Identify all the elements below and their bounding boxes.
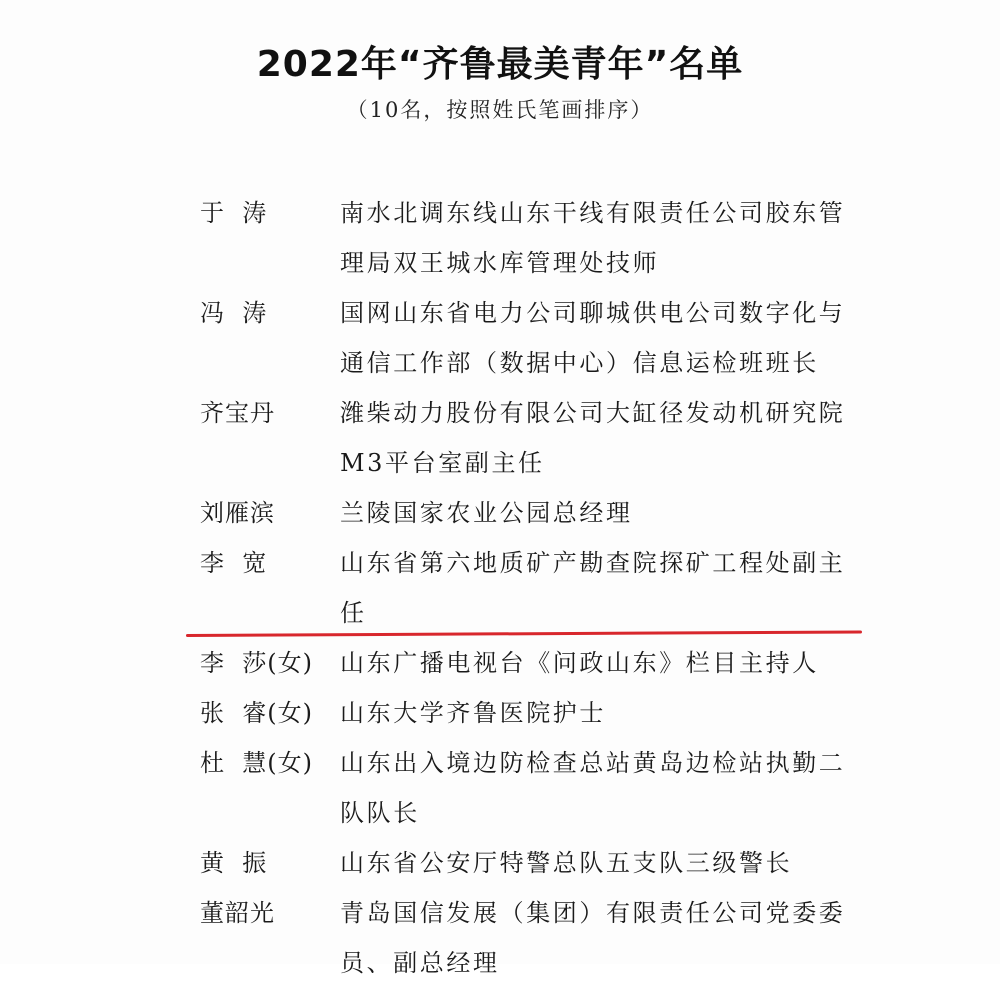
- person-name: 李 宽: [200, 549, 268, 577]
- list-item: [0, 488, 1000, 538]
- person-position: 潍柴动力股份有限公司大缸径发动机研究院M3平台室副主任: [340, 399, 846, 477]
- document-subtitle: （10名，按照姓氏笔画排序）: [346, 98, 654, 122]
- person-position: 国网山东省电力公司聊城供电公司数字化与通信工作部（数据中心）信息运检班班长: [340, 299, 846, 377]
- list-item: [0, 288, 1000, 388]
- person-name: 杜 慧(女): [200, 749, 313, 777]
- person-position: 山东大学齐鲁医院护士: [340, 699, 606, 727]
- person-name: 冯 涛: [200, 299, 268, 327]
- person-name: 李 莎(女): [200, 649, 313, 677]
- person-position: 山东省第六地质矿产勘查院探矿工程处副主任: [340, 549, 846, 627]
- list-item: [0, 638, 1000, 688]
- document-title: 2022年“齐鲁最美青年”名单: [256, 44, 744, 85]
- list-item: [0, 538, 1000, 638]
- person-name: 黄 振: [200, 849, 268, 877]
- person-position: 山东省公安厅特警总队五支队三级警长: [340, 849, 793, 877]
- list-item: [0, 688, 1000, 738]
- person-position: 兰陵国家农业公园总经理: [340, 499, 633, 527]
- person-position: 青岛国信发展（集团）有限责任公司党委委员、副总经理: [340, 899, 846, 977]
- name-list: [0, 188, 1000, 988]
- person-name: 刘雁滨: [200, 499, 275, 527]
- person-name: 于 涛: [200, 199, 268, 227]
- person-name: 张 睿(女): [200, 699, 313, 727]
- person-position: 南水北调东线山东干线有限责任公司胶东管理局双王城水库管理处技师: [340, 199, 846, 277]
- person-position: 山东广播电视台《问政山东》栏目主持人: [340, 649, 819, 677]
- list-item: [0, 188, 1000, 288]
- person-name: 齐宝丹: [200, 399, 275, 427]
- person-position: 山东出入境边防检查总站黄岛边检站执勤二队队长: [340, 749, 846, 827]
- list-item: [0, 738, 1000, 838]
- list-item: [0, 388, 1000, 488]
- list-item: [0, 838, 1000, 888]
- person-name: 董韶光: [200, 899, 275, 927]
- list-item: [0, 888, 1000, 988]
